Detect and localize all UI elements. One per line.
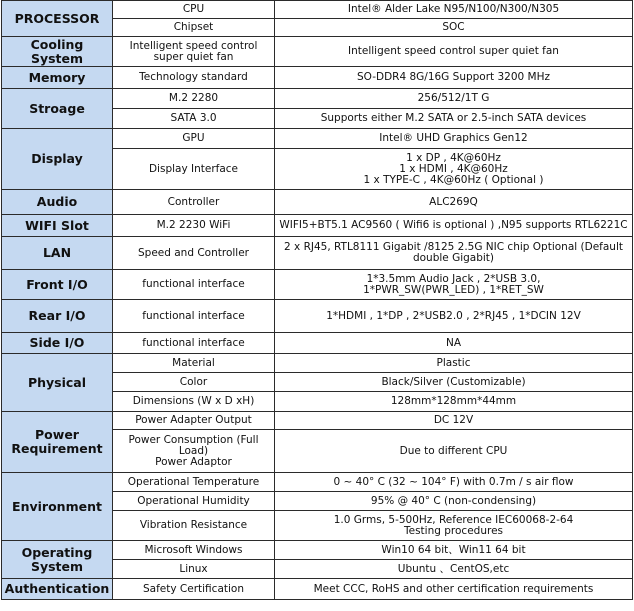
table-row bbox=[2, 1, 633, 19]
spec-value: 1*3.5mm Audio Jack , 2*USB 3.0, 1*PWR_SW(PWR_LED) , 1*RET_SW bbox=[275, 270, 633, 300]
spec-label: Power Adapter Output bbox=[113, 412, 275, 430]
table-row bbox=[2, 412, 633, 430]
table-row bbox=[2, 354, 633, 373]
spec-label: functional interface bbox=[113, 333, 275, 354]
spec-value: 2 x RJ45, RTL8111 Gigabit /8125 2.5G NIC chip Optional (Default double Gigabit) bbox=[275, 237, 633, 270]
spec-label: M.2 2280 bbox=[113, 89, 275, 109]
spec-label: SATA 3.0 bbox=[113, 109, 275, 129]
table-row bbox=[2, 541, 633, 560]
category-power-requirement: Power Requirement bbox=[2, 412, 113, 473]
spec-value: NA bbox=[275, 333, 633, 354]
table-row bbox=[2, 129, 633, 149]
table-row bbox=[2, 270, 633, 300]
category-authentication: Authentication bbox=[2, 579, 113, 600]
spec-value: Meet CCC, RoHS and other certification requirements bbox=[275, 579, 633, 600]
spec-label: Material bbox=[113, 354, 275, 373]
table-row bbox=[2, 579, 633, 600]
spec-label: Intelligent speed control super quiet fan bbox=[113, 37, 275, 67]
table-row bbox=[2, 37, 633, 67]
spec-value: DC 12V bbox=[275, 412, 633, 430]
spec-label: Chipset bbox=[113, 19, 275, 37]
spec-label: CPU bbox=[113, 1, 275, 19]
spec-label: Speed and Controller bbox=[113, 237, 275, 270]
spec-label: GPU bbox=[113, 129, 275, 149]
category-audio: Audio bbox=[2, 190, 113, 215]
spec-label: Dimensions (W x D xH) bbox=[113, 392, 275, 412]
spec-value: 0 ~ 40° C (32 ~ 104° F) with 0.7m / s air flow bbox=[275, 473, 633, 492]
spec-label: Technology standard bbox=[113, 67, 275, 89]
category-display: Display bbox=[2, 129, 113, 190]
spec-value: SO-DDR4 8G/16G Support 3200 MHz bbox=[275, 67, 633, 89]
spec-value: Black/Silver (Customizable) bbox=[275, 373, 633, 392]
spec-value: Ubuntu 、CentOS,etc bbox=[275, 560, 633, 579]
table-row bbox=[2, 333, 633, 354]
table-row bbox=[2, 237, 633, 270]
category-processor: PROCESSOR bbox=[2, 1, 113, 37]
category-operating-system: Operating System bbox=[2, 541, 113, 579]
spec-value: Intelligent speed control super quiet fan bbox=[275, 37, 633, 67]
spec-table bbox=[1, 0, 633, 600]
spec-value: 1*HDMI , 1*DP , 2*USB2.0 , 2*RJ45 , 1*DCIN 12V bbox=[275, 300, 633, 333]
spec-value: Intel® Alder Lake N95/N100/N300/N305 bbox=[275, 1, 633, 19]
spec-value: Plastic bbox=[275, 354, 633, 373]
category-rear-io: Rear I/O bbox=[2, 300, 113, 333]
spec-label: Color bbox=[113, 373, 275, 392]
spec-label: Controller bbox=[113, 190, 275, 215]
spec-label: Operational Temperature bbox=[113, 473, 275, 492]
table-row bbox=[2, 190, 633, 215]
spec-label: Vibration Resistance bbox=[113, 511, 275, 541]
spec-value: Intel® UHD Graphics Gen12 bbox=[275, 129, 633, 149]
category-front-io: Front I/O bbox=[2, 270, 113, 300]
spec-value: 256/512/1T G bbox=[275, 89, 633, 109]
category-side-io: Side I/O bbox=[2, 333, 113, 354]
spec-value: Due to different CPU bbox=[275, 430, 633, 473]
spec-label: Operational Humidity bbox=[113, 492, 275, 511]
spec-label: Microsoft Windows bbox=[113, 541, 275, 560]
spec-label: Display Interface bbox=[113, 149, 275, 190]
category-physical: Physical bbox=[2, 354, 113, 412]
spec-value: Supports either M.2 SATA or 2.5-inch SATA devices bbox=[275, 109, 633, 129]
spec-value: 128mm*128mm*44mm bbox=[275, 392, 633, 412]
category-environment: Environment bbox=[2, 473, 113, 541]
spec-value: Win10 64 bit、Win11 64 bit bbox=[275, 541, 633, 560]
spec-value: 1.0 Grms, 5-500Hz, Reference IEC60068-2-64 Testing procedures bbox=[275, 511, 633, 541]
category-storage: Stroage bbox=[2, 89, 113, 129]
table-row bbox=[2, 300, 633, 333]
category-lan: LAN bbox=[2, 237, 113, 270]
spec-value: SOC bbox=[275, 19, 633, 37]
spec-label: functional interface bbox=[113, 270, 275, 300]
spec-label: Linux bbox=[113, 560, 275, 579]
spec-label: M.2 2230 WiFi bbox=[113, 215, 275, 237]
spec-value: ALC269Q bbox=[275, 190, 633, 215]
category-wifi-slot: WIFI Slot bbox=[2, 215, 113, 237]
spec-label: Safety Certification bbox=[113, 579, 275, 600]
table-row bbox=[2, 67, 633, 89]
category-cooling-system: Cooling System bbox=[2, 37, 113, 67]
spec-label: functional interface bbox=[113, 300, 275, 333]
spec-value: WIFI5+BT5.1 AC9560 ( Wifi6 is optional ) ,N95 supports RTL6221C bbox=[275, 215, 633, 237]
category-memory: Memory bbox=[2, 67, 113, 89]
table-row bbox=[2, 215, 633, 237]
spec-value: 1 x DP , 4K@60Hz 1 x HDMI , 4K@60Hz 1 x TYPE-C , 4K@60Hz ( Optional ) bbox=[275, 149, 633, 190]
spec-value: 95% @ 40° C (non-condensing) bbox=[275, 492, 633, 511]
table-row bbox=[2, 89, 633, 109]
spec-label: Power Consumption (Full Load) Power Adaptor bbox=[113, 430, 275, 473]
table-row bbox=[2, 473, 633, 492]
